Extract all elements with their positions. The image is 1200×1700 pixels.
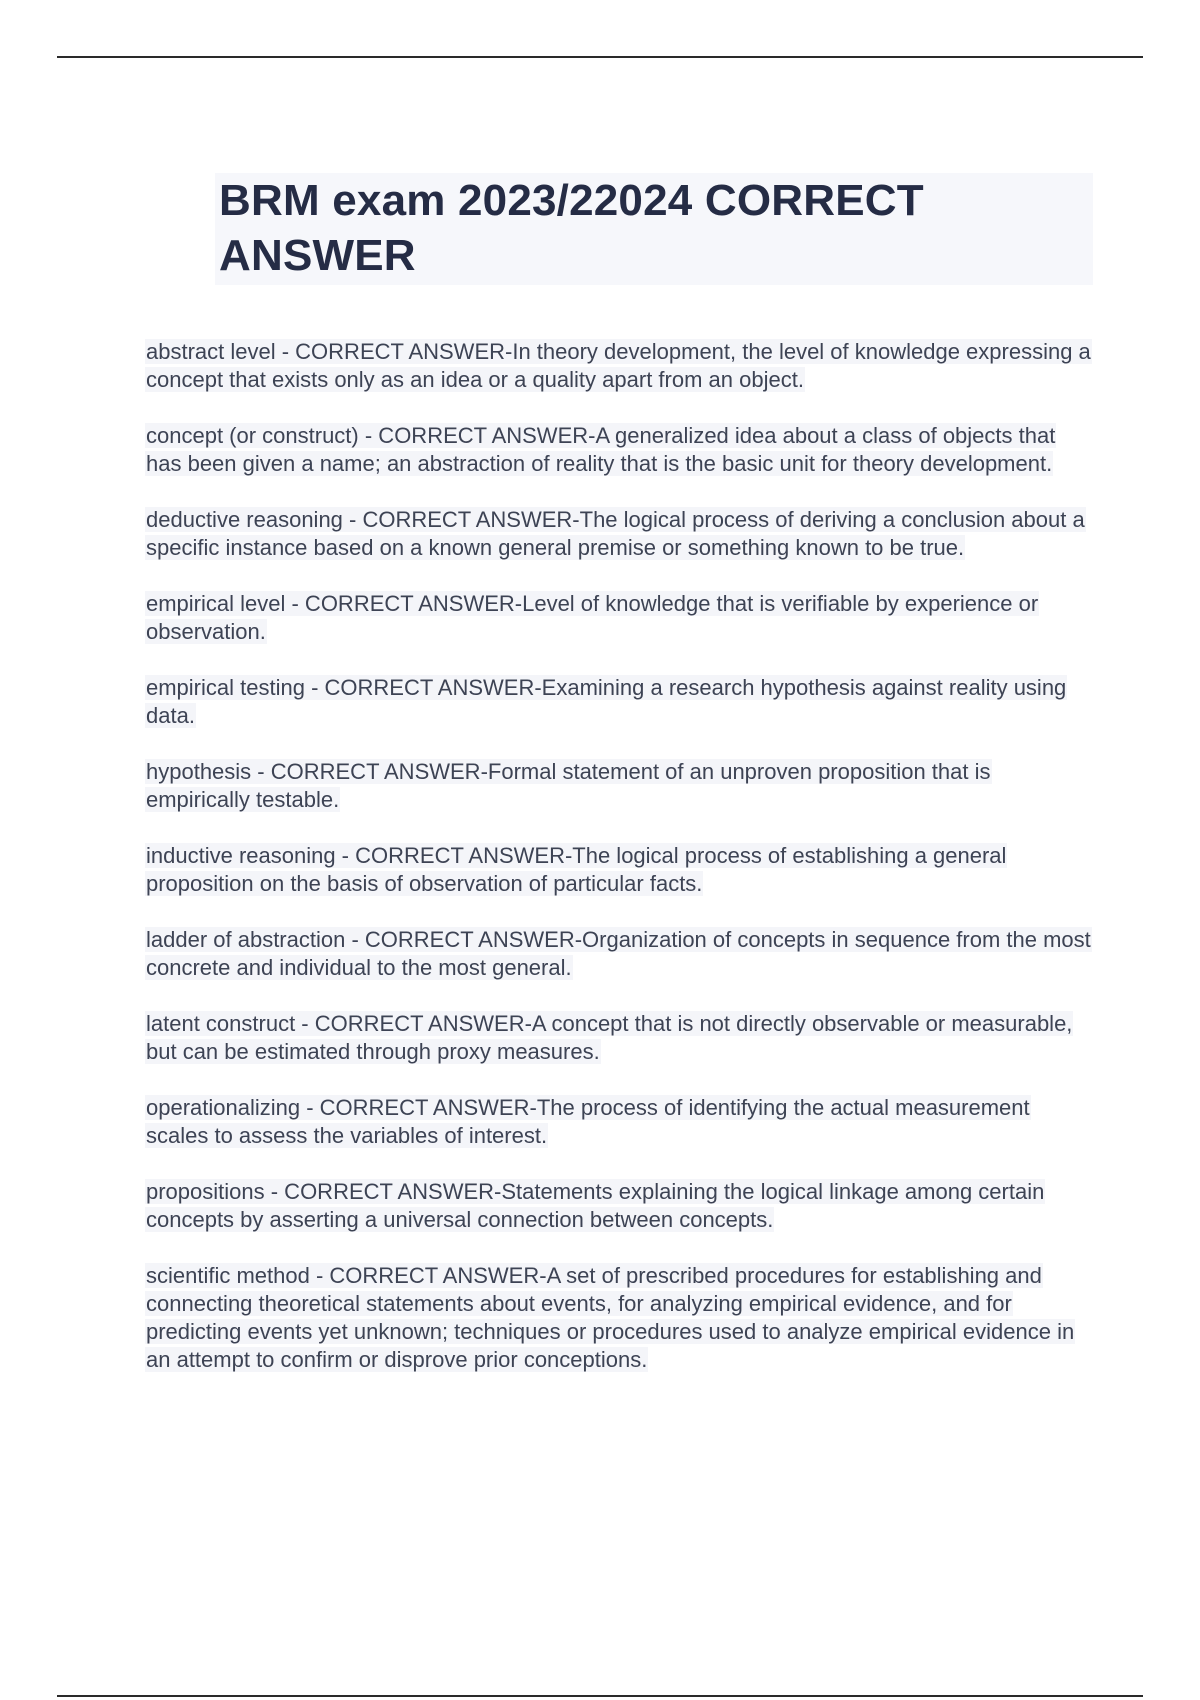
- glossary-entry: [145, 506, 1095, 562]
- glossary-entry: [145, 926, 1095, 982]
- glossary-entry: [145, 422, 1095, 478]
- glossary-entry: [145, 590, 1095, 646]
- glossary-entry: [145, 338, 1095, 394]
- glossary-entry: [145, 1094, 1095, 1150]
- glossary-entry: [145, 1178, 1095, 1234]
- glossary-entry: [145, 758, 1095, 814]
- glossary-list: [145, 338, 1095, 1402]
- glossary-entry-text: abstract level - CORRECT ANSWER-In theory development, the level of knowledge expressing a concept that exists only as an idea or a quality apart from an object.: [146, 339, 1091, 392]
- glossary-entry-text: concept (or construct) - CORRECT ANSWER-A generalized idea about a class of objects that has been given a name; an abstraction of reality that is the basic unit for theory development.: [146, 423, 1056, 476]
- glossary-entry: [145, 674, 1095, 730]
- glossary-entry-text: hypothesis - CORRECT ANSWER-Formal statement of an unproven proposition that is empirically testable.: [146, 759, 991, 812]
- glossary-entry-text: propositions - CORRECT ANSWER-Statements explaining the logical linkage among certain concepts by asserting a universal connection between concepts.: [146, 1179, 1045, 1232]
- footer-rule: [57, 1695, 1143, 1697]
- glossary-entry-text: empirical testing - CORRECT ANSWER-Examining a research hypothesis against reality using data.: [146, 675, 1067, 728]
- glossary-entry-text: inductive reasoning - CORRECT ANSWER-The logical process of establishing a general proposition on the basis of observation of particular facts.: [146, 843, 1007, 896]
- title-block: [215, 173, 1093, 285]
- glossary-entry-text: ladder of abstraction - CORRECT ANSWER-Organization of concepts in sequence from the most concrete and individual to the most general.: [146, 927, 1091, 980]
- glossary-entry-text: operationalizing - CORRECT ANSWER-The process of identifying the actual measurement scales to assess the variables of interest.: [146, 1095, 1030, 1148]
- glossary-entry: [145, 842, 1095, 898]
- glossary-entry-text: scientific method - CORRECT ANSWER-A set of prescribed procedures for establishing and connecting theoretical statements about events, for analyzing empirical evidence, and for predicting events yet unknown; techniques or procedures used to analyze empirical evidence in an attempt to confirm or disprove prior conceptions.: [146, 1263, 1075, 1372]
- page-title: BRM exam 2023/22024 CORRECT ANSWER: [219, 176, 924, 280]
- glossary-entry-text: latent construct - CORRECT ANSWER-A concept that is not directly observable or measurable, but can be estimated through proxy measures.: [146, 1011, 1073, 1064]
- header-rule: [57, 56, 1143, 58]
- glossary-entry-text: empirical level - CORRECT ANSWER-Level of knowledge that is verifiable by experience or observation.: [146, 591, 1039, 644]
- glossary-entry-text: deductive reasoning - CORRECT ANSWER-The logical process of deriving a conclusion about a specific instance based on a known general premise or something known to be true.: [146, 507, 1085, 560]
- glossary-entry: [145, 1262, 1095, 1374]
- glossary-entry: [145, 1010, 1095, 1066]
